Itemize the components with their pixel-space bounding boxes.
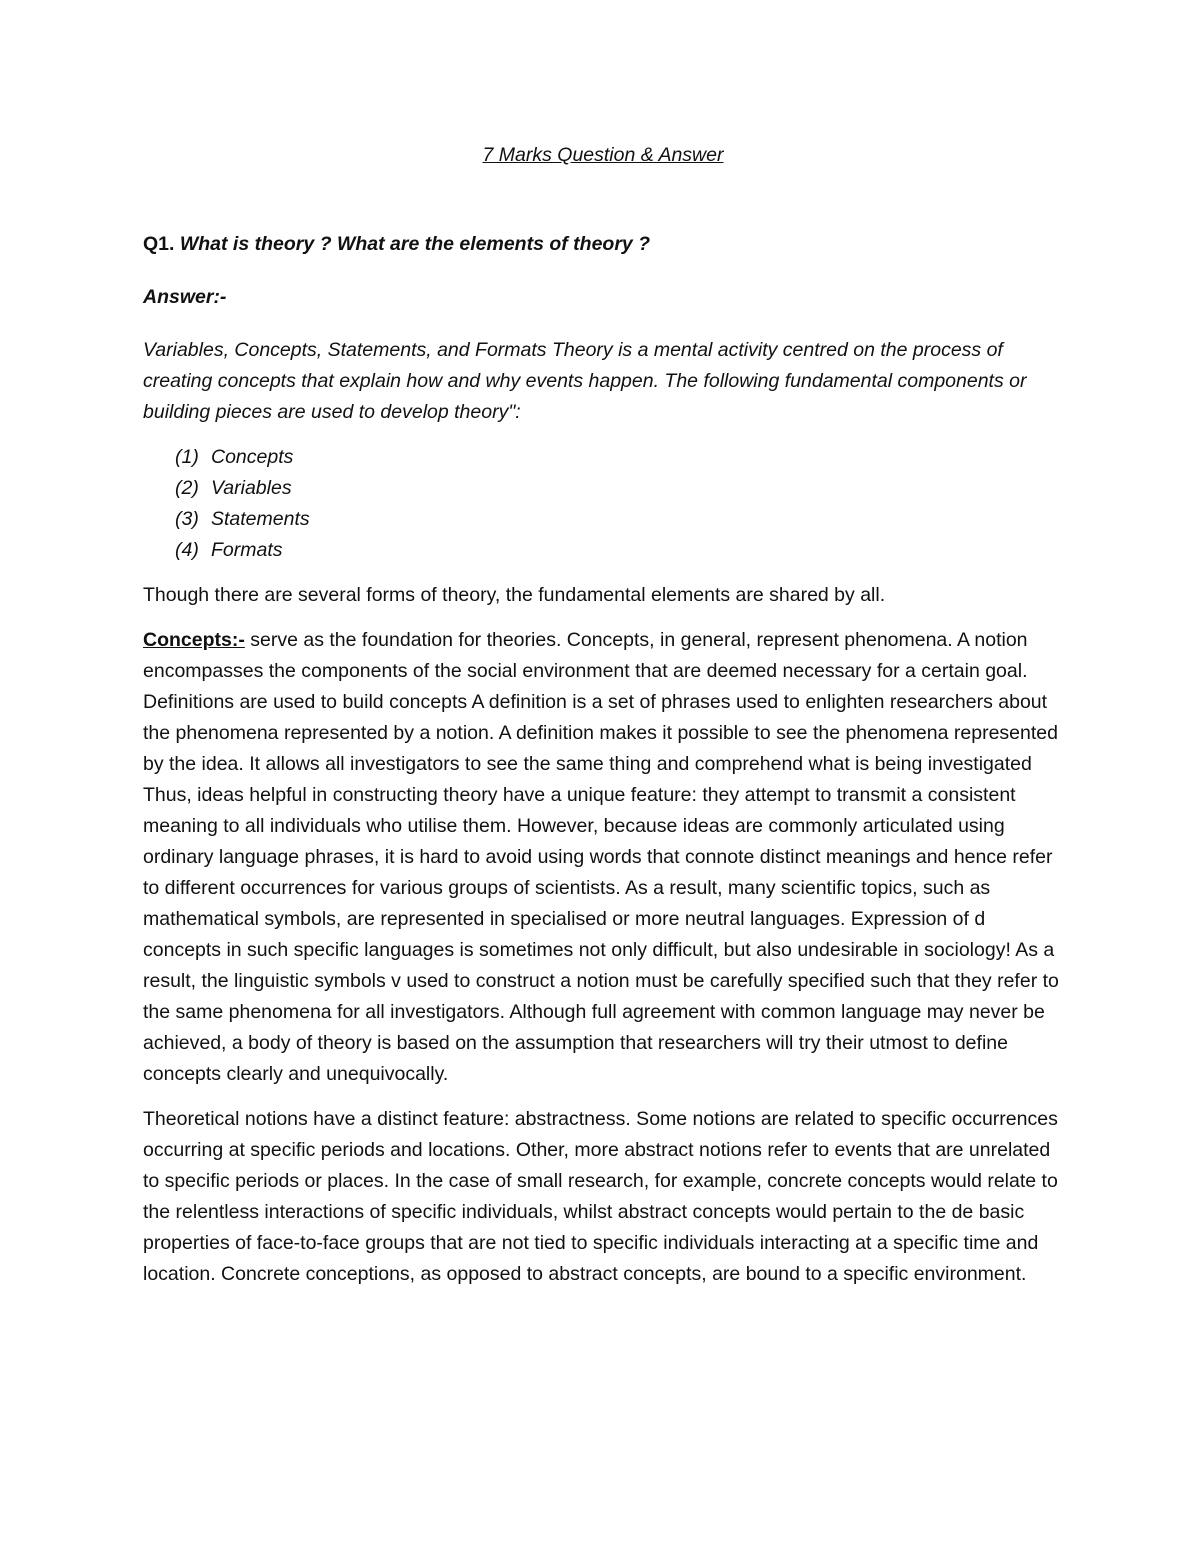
question-number: Q1.: [143, 233, 175, 255]
list-item-number: (3): [175, 508, 199, 530]
list-item: [175, 442, 1063, 473]
list-item: [175, 504, 1063, 535]
question-text: What is theory ? What are the elements of theory ?: [179, 233, 651, 255]
concepts-paragraph: [143, 625, 1063, 1090]
question-heading: [143, 229, 1063, 260]
elements-list: [143, 442, 1063, 566]
concepts-heading: Concepts:-: [143, 629, 245, 651]
list-item-label: Variables: [211, 477, 292, 499]
list-item-label: Concepts: [211, 446, 294, 468]
list-item: [175, 473, 1063, 504]
document-body: [143, 140, 1063, 1304]
list-item-label: Formats: [211, 539, 283, 561]
list-item-number: (1): [175, 446, 199, 468]
intro-paragraph: Variables, Concepts, Statements, and Formats Theory is a mental activity centred on the process of creating concepts that explain how and why events happen. The following fundamental components or building pieces are used to develop theory":: [143, 339, 1027, 423]
list-item-number: (2): [175, 477, 199, 499]
summary-paragraph: Though there are several forms of theory, the fundamental elements are shared by all.: [143, 584, 886, 606]
list-item-label: Statements: [211, 508, 310, 530]
document-title: 7 Marks Question & Answer: [482, 144, 724, 166]
list-item: [175, 535, 1063, 566]
answer-label: Answer:-: [143, 286, 227, 308]
abstractness-paragraph: Theoretical notions have a distinct feature: abstractness. Some notions are related to specific occurrences occurring at specific periods and locations. Other, more abstract notions refer to events that are unrelated to specific periods or places. In the case of small research, for example, concrete concepts would relate to the relentless interactions of specific individuals, whilst abstract concepts would pertain to the de basic properties of face-to-face groups that are not tied to specific individuals interacting at a specific time and location. Concrete conceptions, as opposed to abstract concepts, are bound to a specific environment.: [143, 1108, 1058, 1285]
concepts-body: serve as the foundation for theories. Concepts, in general, represent phenomena. A notion encompasses the components of the social environment that are deemed necessary for a certain goal. Definitions are used to build concepts A definition is a set of phrases used to enlighten researchers about the phenomena represented by a notion. A definition makes it possible to see the phenomena represented by the idea. It allows all investigators to see the same thing and comprehend what is being investigated Thus, ideas helpful in constructing theory have a unique feature: they attempt to transmit a consistent meaning to all individuals who utilise them. However, because ideas are commonly articulated using ordinary language phrases, it is hard to avoid using words that connote distinct meanings and hence refer to different occurrences for various groups of scientists. As a result, many scientific topics, such as mathematical symbols, are represented in specialised or more neutral languages. Expression of d concepts in such specific languages is sometimes not only difficult, but also undesirable in sociology! As a result, the linguistic symbols v used to construct a notion must be carefully specified such that they refer to the same phenomena for all investigators. Although full agreement with common language may never be achieved, a body of theory is based on the assumption that researchers will try their utmost to define concepts clearly and unequivocally.: [143, 629, 1059, 1085]
list-item-number: (4): [175, 539, 199, 561]
